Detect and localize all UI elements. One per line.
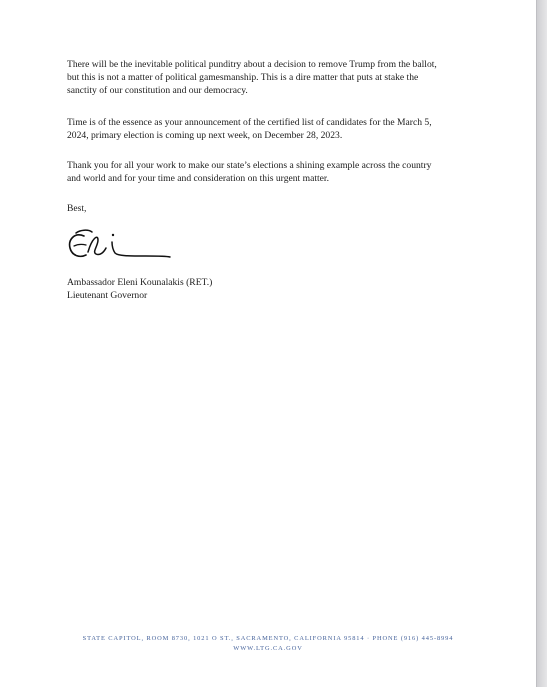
signer-name: Ambassador Eleni Kounalakis (RET.) bbox=[67, 277, 213, 288]
paragraph-timing bbox=[67, 117, 487, 143]
adjacent-page-edge bbox=[537, 0, 547, 687]
paragraph-thanks bbox=[67, 160, 487, 186]
signature-block bbox=[67, 277, 487, 303]
handwritten-signature bbox=[66, 226, 186, 266]
footer-address: STATE CAPITOL, ROOM 8730, 1021 O ST., SACRAMENTO, CALIFORNIA 95814 · PHONE (916) 445-8994 bbox=[82, 635, 454, 642]
paragraph-punditry bbox=[67, 59, 487, 97]
closing-salutation: Best, bbox=[67, 203, 87, 214]
paragraph-line: 2024, primary election is coming up next week, on December 28, 2023. bbox=[67, 129, 343, 141]
paragraph-line: There will be the inevitable political punditry about a decision to remove Trump from the ballot, bbox=[67, 59, 437, 70]
footer-website: WWW.LTG.CA.GOV bbox=[233, 645, 303, 652]
paragraph-line: Thank you for all your work to make our state’s elections a shining example across the country bbox=[67, 160, 432, 171]
paragraph-line: Time is of the essence as your announcement of the certified list of candidates for the March 5, bbox=[67, 117, 432, 128]
signer-title: Lieutenant Governor bbox=[67, 289, 148, 301]
paragraph-line: but this is not a matter of political gamesmanship. This is a dire matter that puts at stake the bbox=[67, 71, 419, 83]
paragraph-line: sanctity of our constitution and our democracy. bbox=[67, 84, 248, 96]
paragraph-line: and world and for your time and consideration on this urgent matter. bbox=[67, 172, 329, 184]
